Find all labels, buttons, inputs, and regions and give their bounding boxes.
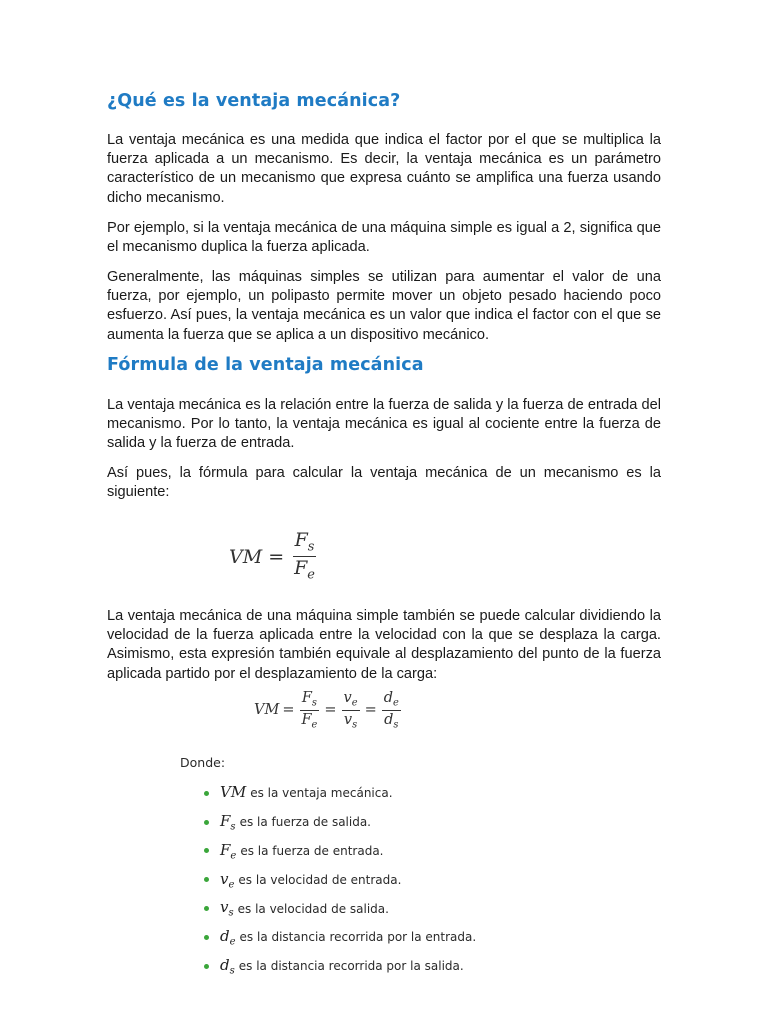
equals-sign: = xyxy=(364,702,377,719)
symbol-main: F xyxy=(220,811,231,830)
symbol xyxy=(220,927,236,948)
list-item xyxy=(180,837,476,866)
definition-text: es la velocidad de entrada. xyxy=(238,872,402,887)
bullet-icon xyxy=(204,964,209,969)
f2-numerator-sub: e xyxy=(351,697,358,709)
donde-label: Donde: xyxy=(180,755,226,770)
paragraph-relacion: La ventaja mecánica es la relación entre la fuerza de salida y la fuerza de entrada del mecanismo. Por lo tanto, la ventaja mecánica es igual al cociente entre la fuerza de salida y la fuerza de entrada. xyxy=(107,397,661,452)
paragraph-ejemplo: Por ejemplo, si la ventaja mecánica de una máquina simple es igual a 2, significa que el mecanismo duplica la fuerza aplicada. xyxy=(107,220,661,256)
paragraph-asi-pues: Así pues, la fórmula para calcular la ventaja mecánica de un mecanismo es la siguiente: xyxy=(107,465,661,501)
list-item xyxy=(180,952,476,981)
definition-text: es la fuerza de entrada. xyxy=(240,843,384,858)
fraction-force xyxy=(299,690,319,731)
symbol-main: VM xyxy=(220,783,247,802)
formula2-lhs: VM xyxy=(254,702,280,719)
symbol-sub: e xyxy=(229,936,236,948)
bullet-icon xyxy=(204,935,209,940)
symbol-sub: s xyxy=(229,965,235,977)
bullet-icon xyxy=(204,791,209,796)
f1-denominator-sub: e xyxy=(311,719,318,731)
definition-text: es la distancia recorrida por la entrada. xyxy=(239,930,477,945)
list-item xyxy=(180,923,476,952)
bullet-icon xyxy=(204,820,209,825)
definitions-list xyxy=(180,779,476,981)
f1-denominator: F xyxy=(301,711,312,728)
f3-numerator-sub: e xyxy=(393,697,399,709)
symbol xyxy=(220,783,246,804)
symbol-main: d xyxy=(220,927,230,946)
paragraph-generalmente: Generalmente, las máquinas simples se utilizan para aumentar el valor de una fuerza, por ejemplo, un polipasto permite mover un objeto pesado haciendo poco esfuerzo. Así pues, la ventaja mecánica es un valor que indica el factor con el que se aumenta la fuerza que se aplica a un dispositivo mecánico. xyxy=(107,269,661,343)
symbol-sub: e xyxy=(228,879,235,891)
fraction-velocity xyxy=(342,690,360,731)
symbol xyxy=(220,812,236,833)
symbol xyxy=(220,870,234,891)
symbol-sub: s xyxy=(230,821,236,833)
fraction-distance xyxy=(382,690,401,731)
formula-ventaja-mecanica-extendida xyxy=(254,690,403,731)
definition-text: es la distancia recorrida por la salida. xyxy=(238,959,464,974)
list-item xyxy=(180,865,476,894)
definition-text: es la ventaja mecánica. xyxy=(250,786,393,801)
list-item xyxy=(180,894,476,923)
section-heading-que-es: ¿Qué es la ventaja mecánica? xyxy=(107,91,401,111)
f3-numerator: d xyxy=(383,690,394,706)
f1-numerator: F xyxy=(301,690,312,706)
f2-denominator-sub: s xyxy=(352,719,358,731)
definitions-block xyxy=(180,755,476,981)
bullet-icon xyxy=(204,877,209,882)
symbol xyxy=(220,841,236,862)
symbol-main: F xyxy=(220,840,231,859)
bullet-icon xyxy=(204,848,209,853)
f3-denominator: d xyxy=(384,711,394,728)
list-item xyxy=(180,779,476,808)
definition-text: es la velocidad de salida. xyxy=(237,901,389,916)
symbol xyxy=(220,956,235,977)
symbol-sub: s xyxy=(228,907,234,919)
f2-denominator: v xyxy=(343,711,353,728)
section-heading-formula: Fórmula de la ventaja mecánica xyxy=(107,355,424,375)
paragraph-definicion: La ventaja mecánica es una medida que indica el factor por el que se multiplica la fuerza aplicada a un mecanismo. Es decir, la ventaja mecánica es un parámetro característico de un mecanismo que expresa cuánto se amplifica una fuerza usando dicho mecanismo. xyxy=(107,132,661,206)
numerator-subscript: s xyxy=(307,539,315,555)
denominator: F xyxy=(294,557,308,580)
f3-denominator-sub: s xyxy=(393,719,399,731)
denominator-subscript: e xyxy=(307,567,315,583)
bullet-icon xyxy=(204,906,209,911)
fraction-fs-fe xyxy=(292,530,317,584)
equals-sign: = xyxy=(324,702,337,719)
f1-numerator-sub: s xyxy=(311,697,317,709)
symbol-sub: e xyxy=(230,850,237,862)
list-item xyxy=(180,808,476,837)
paragraph-velocidad: La ventaja mecánica de una máquina simple también se puede calcular dividiendo la velocidad de la fuerza aplicada entre la velocidad con la que se desplaza la carga. Asimismo, esta expresión también equivale al desplazamiento del punto de la fuerza aplicada partido por el desplazamiento de la carga: xyxy=(107,608,661,682)
symbol xyxy=(220,898,234,919)
equals-sign: = xyxy=(282,702,295,719)
symbol-main: d xyxy=(220,955,230,974)
numerator: F xyxy=(294,529,308,551)
symbol-main: v xyxy=(220,869,229,888)
definition-text: es la fuerza de salida. xyxy=(239,815,371,830)
formula-lhs: VM xyxy=(229,545,263,568)
equals-sign: = xyxy=(268,545,285,568)
symbol-main: v xyxy=(220,898,229,917)
f2-numerator: v xyxy=(343,690,352,706)
formula-ventaja-mecanica xyxy=(229,530,319,584)
